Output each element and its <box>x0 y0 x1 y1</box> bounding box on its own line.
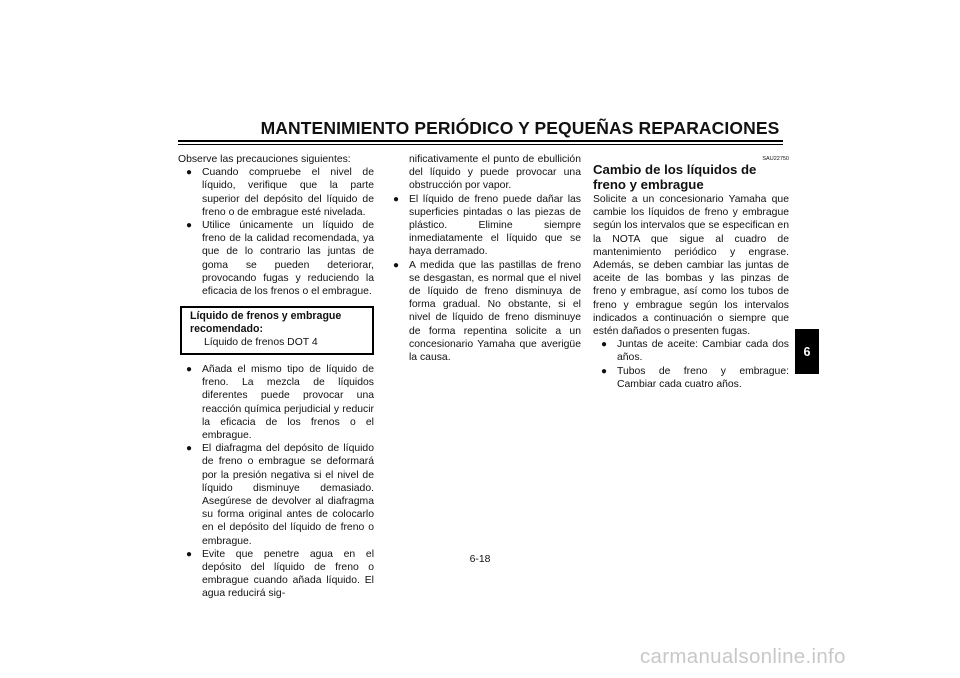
bullet-icon: ● <box>186 220 193 232</box>
bullet-icon: ● <box>186 364 193 376</box>
column-2 <box>385 153 581 364</box>
bullet-icon: ● <box>186 167 193 179</box>
bullet-item: ● Añada el mismo tipo de líquido de freno. La mezcla de líquidos diferentes puede provocar una reacción química perjudicial y reducir la eficacia de los frenos o el embrague. <box>186 364 374 442</box>
page-header-title: MANTENIMIENTO PERIÓDICO Y PEQUEÑAS REPARACIONES <box>260 118 780 138</box>
bullet-item: ● Utilice únicamente un líquido de freno de la calidad recomendada, ya que de lo contrario las juntas de goma se pueden deteriorar, provocando fugas y reduciendo la eficacia de los frenos o el embrague. <box>186 220 374 298</box>
header-rule-thick <box>178 140 783 142</box>
page-number: 6-18 <box>469 554 491 565</box>
bullet-item: ● Juntas de aceite: Cambiar cada dos años. <box>601 339 789 364</box>
bullet-item: ● El diafragma del depósito de líquido de freno o embrague se deformará por la presión negativa si el nivel de líquido disminuye demasiado. Asegúrese de devolver al diafragma su forma original antes de colocarlo en el depósito del líquido de freno o embrague. <box>186 443 374 547</box>
header-rule-thin <box>178 144 783 145</box>
chapter-tab: 6 <box>795 329 819 374</box>
bullet-item: ● A medida que las pastillas de freno se desgastan, es normal que el nivel de líquido de freno disminuya de forma gradual. No obstante, si el nivel de líquido de freno disminuye de forma repentina solicite a un concesionario Yamaha que averigüe la causa. <box>393 259 581 364</box>
bullet-item: ● Cuando compruebe el nivel de líquido, verifique que la parte superior del depósito del líquido de freno o de embrague esté nivelada. <box>186 167 374 218</box>
column-1 <box>178 153 374 601</box>
bullet-icon: ● <box>393 259 400 271</box>
spec-title: Líquido de frenos y embrague recomendado: <box>190 310 342 336</box>
bullet-item: ● El líquido de freno puede dañar las superficies pintadas o las piezas de plástico. Elimine siempre inmediatamente el líquido que se haya derramado. <box>393 193 581 258</box>
spec-value: Líquido de frenos DOT 4 <box>204 336 318 348</box>
bullet-icon: ● <box>601 339 608 351</box>
section-paragraph: Solicite a un concesionario Yamaha que cambie los líquidos de freno y embrague según los intervalos que se especifican en la NOTA que sigue al cuadro de mantenimiento periódico y engrase. Además, se deben cambiar las juntas de aceite de las bombas y las pinzas de freno y embrague, así como los tubos de freno y embrague según los intervalos indicados a continuación o siempre que estén dañados o presenten fugas. <box>593 194 789 338</box>
watermark-text: carmanualsonline.info <box>640 645 846 668</box>
section-title: Cambio de los líquidos de freno y embrague <box>593 162 757 192</box>
section-code: SAU22750 <box>762 156 789 162</box>
bullet-icon: ● <box>186 443 193 455</box>
bullet-item: ● Evite que penetre agua en el depósito del líquido de freno o embrague cuando añada líquido. El agua reducirá sig- <box>186 548 374 600</box>
bullet-icon: ● <box>601 365 608 377</box>
column-3 <box>593 153 789 391</box>
bullet-icon: ● <box>186 548 193 560</box>
spec-box <box>180 306 374 355</box>
bullet-item: ● Tubos de freno y embrague: Cambiar cada cuatro años. <box>601 365 789 390</box>
continuation-text: nificativamente el punto de ebullición del líquido y puede provocar una obstrucción por vapor. <box>409 154 581 192</box>
bullet-icon: ● <box>393 193 400 205</box>
intro-text: Observe las precauciones siguientes: <box>178 154 351 165</box>
